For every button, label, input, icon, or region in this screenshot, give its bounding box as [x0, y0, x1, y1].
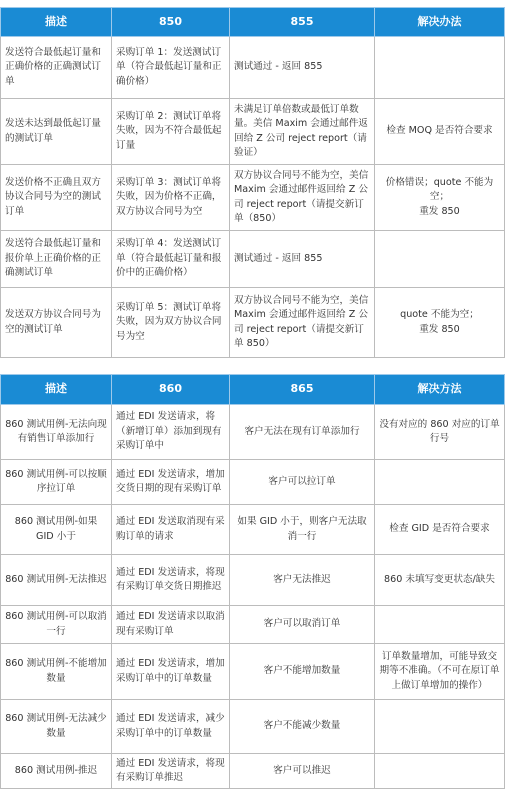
table-cell: 860 测试用例-推迟	[1, 754, 112, 789]
table-cell: 采购订单 3：测试订单将失败，因为价格不正确，双方协议合同号为空	[112, 165, 230, 231]
table-cell: 测试通过 - 返回 855	[230, 37, 375, 99]
table-cell: 客户可以拉订单	[230, 460, 375, 505]
column-header: 解决办法	[375, 8, 505, 37]
table-cell: 发送符合最低起订量和正确价格的正确测试订单	[1, 37, 112, 99]
table-cell: 通过 EDI 发送请求，减少采购订单中的订单数量	[112, 700, 230, 754]
table-cell: 双方协议合同号不能为空，美信 Maxim 会通过邮件返回给 Z 公司 reject report（请提交新订单（850）	[230, 165, 375, 231]
table-cell: 采购订单 1：发送测试订单（符合最低起订量和正确价格）	[112, 37, 230, 99]
table-cell: 检查 GID 是否符合要求	[375, 505, 505, 555]
table-cell: 价格错误；quote 不能为空； 重发 850	[375, 165, 505, 231]
table-cell: 860 未填写变更状态/缺失	[375, 555, 505, 606]
column-header: 描述	[1, 8, 112, 37]
table-cell: 860 测试用例-如果 GID 小于	[1, 505, 112, 555]
table-row	[1, 37, 505, 99]
table-cell: 采购订单 2：测试订单将失败，因为不符合最低起订量	[112, 99, 230, 165]
table-cell: 860 测试用例-不能增加数量	[1, 644, 112, 700]
table-cell: 通过 EDI 发送请求，增加交货日期的现有采购订单	[112, 460, 230, 505]
table-cell: 客户无法推迟	[230, 555, 375, 606]
table-row	[1, 99, 505, 165]
table-row	[1, 460, 505, 505]
table-cell	[375, 460, 505, 505]
edi-850-test-table	[0, 7, 505, 358]
table-cell: 通过 EDI 发送请求，将（新增订单）添加到现有采购订单中	[112, 405, 230, 460]
column-header: 865	[230, 375, 375, 405]
table-cell: 通过 EDI 发送请求，将现有采购订单推迟	[112, 754, 230, 789]
table-cell	[375, 606, 505, 644]
table-cell: 860 测试用例-可以取消一行	[1, 606, 112, 644]
table-cell: 发送未达到最低起订量的测试订单	[1, 99, 112, 165]
table-cell: 测试通过 - 返回 855	[230, 231, 375, 288]
column-header: 850	[112, 8, 230, 37]
table-cell: 860 测试用例-无法推迟	[1, 555, 112, 606]
table-row	[1, 405, 505, 460]
table-cell: 通过 EDI 发送请求以取消现有采购订单	[112, 606, 230, 644]
table-cell: 客户可以推迟	[230, 754, 375, 789]
table-cell	[375, 231, 505, 288]
table-row	[1, 700, 505, 754]
table-cell: 双方协议合同号不能为空，美信 Maxim 会通过邮件返回给 Z 公司 reject report（请提交新订单 850）	[230, 288, 375, 358]
table-cell: 客户不能减少数量	[230, 700, 375, 754]
table-cell: 采购订单 5：测试订单将失败，因为双方协议合同号为空	[112, 288, 230, 358]
table-cell: 860 测试用例-无法向现有销售订单添加行	[1, 405, 112, 460]
table-row	[1, 231, 505, 288]
table-cell: 订单数量增加，可能导致交期等不准确。（不可在原订单上做订单增加的操作）	[375, 644, 505, 700]
table-cell: 860 测试用例-可以按顺序拉订单	[1, 460, 112, 505]
table-cell: 客户无法在现有订单添加行	[230, 405, 375, 460]
table-cell: 通过 EDI 发送请求，将现有采购订单交货日期推迟	[112, 555, 230, 606]
table-cell: 检查 MOQ 是否符合要求	[375, 99, 505, 165]
table-row	[1, 555, 505, 606]
column-header: 855	[230, 8, 375, 37]
table-cell: quote 不能为空； 重发 850	[375, 288, 505, 358]
table-row	[1, 505, 505, 555]
table-row	[1, 165, 505, 231]
header-row	[1, 8, 505, 37]
table-cell: 通过 EDI 发送请求，增加采购订单中的订单数量	[112, 644, 230, 700]
table-cell	[375, 754, 505, 789]
header-row	[1, 375, 505, 405]
table-cell: 发送双方协议合同号为空的测试订单	[1, 288, 112, 358]
table-row	[1, 606, 505, 644]
column-header: 解决方法	[375, 375, 505, 405]
table-cell: 没有对应的 860 对应的订单行号	[375, 405, 505, 460]
table-row	[1, 288, 505, 358]
table-cell: 客户可以取消订单	[230, 606, 375, 644]
table-cell	[375, 700, 505, 754]
table-row	[1, 644, 505, 700]
table-cell: 860 测试用例-无法减少数量	[1, 700, 112, 754]
column-header: 描述	[1, 375, 112, 405]
table-cell: 客户不能增加数量	[230, 644, 375, 700]
table-cell: 采购订单 4：发送测试订单（符合最低起订量和报价中的正确价格）	[112, 231, 230, 288]
table-row	[1, 754, 505, 789]
table-cell: 通过 EDI 发送取消现有采购订单的请求	[112, 505, 230, 555]
column-header: 860	[112, 375, 230, 405]
edi-860-test-table	[0, 374, 505, 789]
table-cell: 发送价格不正确且双方协议合同号为空的测试订单	[1, 165, 112, 231]
table-cell: 发送符合最低起订量和报价单上正确价格的正确测试订单	[1, 231, 112, 288]
table-cell: 未满足订单倍数或最低订单数量。美信 Maxim 会通过邮件返回给 Z 公司 reject report（请验证）	[230, 99, 375, 165]
table-cell: 如果 GID 小于，则客户无法取消一行	[230, 505, 375, 555]
table-cell	[375, 37, 505, 99]
